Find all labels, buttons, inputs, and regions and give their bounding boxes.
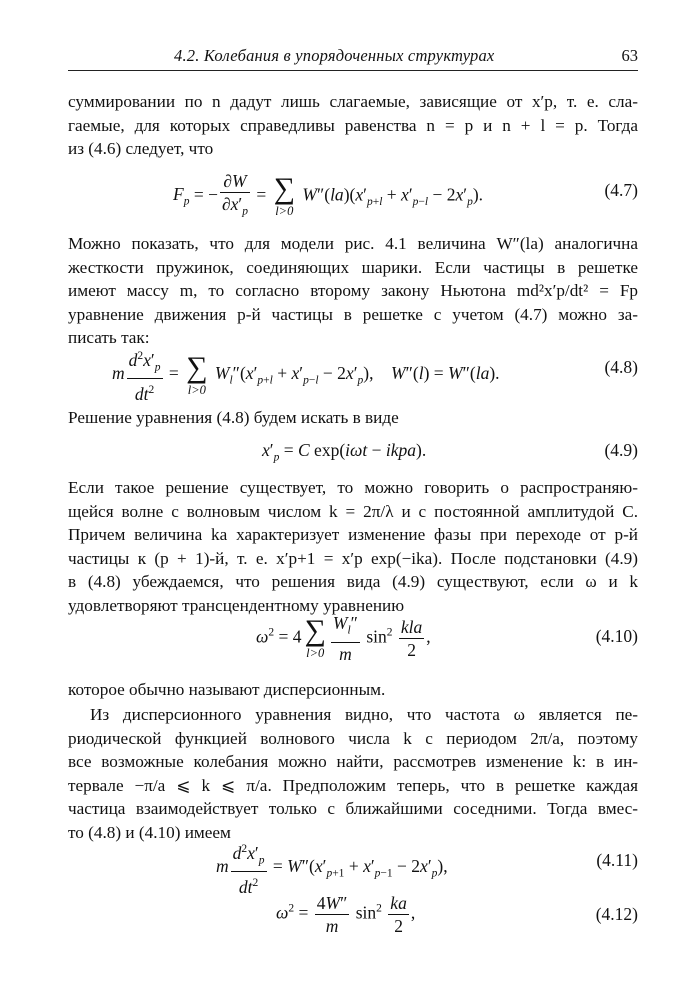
text-line: писать так: [68,328,150,348]
equation-number: (4.12) [595,904,638,924]
page-number: 63 [621,46,638,65]
equation-4-10: $\omega^2 = 4$ ∑ l>0 $\frac{W_l''}{m}$ $\sin^2$ $\frac{\text{kla}}{2}$ , (4.10) [256,613,638,664]
text-line: Причем величина ka характеризует изменение фазы при переходе от p-й [68,525,638,545]
text-line: гаемые, для которых справедливы равенства n = p и n + l = p. Тогда [68,115,638,135]
paragraph-5 [68,678,638,702]
text-line: суммировании по n дадут лишь слагаемые, зависящие от x′p, т. е. сла- [68,92,638,111]
equation-number: (4.9) [604,440,638,460]
paragraph-2 [68,232,638,350]
equation-4-11: m $\frac{d^2x'_p}{dt^2}$ = $W''(x'_{p+1} + x'_{p-1} - 2x'_p)$, (4.11) [68,838,638,888]
text-line: жесткости пружинок, соединяющих шарики. Если частицы в решетке [68,257,638,277]
text-line: удовлетворяют трансцендентному уравнению [68,595,405,615]
text-line: Если такое решение существует, то можно говорить о распространяю- [68,478,638,497]
text-line: уравнение движения p-й частицы в решетке с учетом (4.7) можно за- [68,304,638,324]
equation-4-7: $F_p$ = − $\frac{\partial W}{\partial x'_p}$ = ∑ l>0 $W''(la)(x'_{p+l} + x'_{p-l} - 2x'_p)$. (4.7) [173,171,638,219]
header-title: 4.2. Колебания в упорядоченных структурах [174,46,495,65]
text-line: тервале −π/a ⩽ k ⩽ π/a. Предположим теперь, что в решетке каждая [68,775,638,795]
paragraph-6 [68,703,638,845]
equation-4-9: $x'_p = C$ exp(iωt − ikpa). (4.9) [262,440,638,464]
text-line: частицы к (p + 1)-й, т. е. x′p+1 = x′p exp(−ika). После подстановки (4.9) [68,548,638,568]
text-line: Можно показать, что для модели рис. 4.1 величина W″(la) аналогична [68,234,638,253]
text-line: все возможные колебания можно найти, рассмотрев изменение k: в ин- [68,752,638,772]
paragraph-3 [68,406,638,430]
header-rule [68,70,638,71]
text-line: то (4.8) и (4.10) имеем [68,822,231,842]
equation-number: (4.10) [595,626,638,646]
text-line: из (4.6) следует, что [68,139,214,159]
equation-4-12: $\omega^2$ = $\frac{4W''}{m}$ $\sin^2$ $\frac{ka}{2}$ , (4.12) [276,893,638,936]
text-line: Решение уравнения (4.8) будем искать в виде [68,408,399,427]
equation-4-8: m $\frac{d^2x'_p}{dt^2}$ = ∑ l>0 $W_l''(x'_{p+l} + x'_{p-l} - 2x'_p)$, W″(l) = W″(la). (4.8) [68,345,638,397]
running-header [68,40,638,64]
text-line: риодической функцией волнового числа k с периодом 2π/a, поэтому [68,728,638,748]
equation-number: (4.8) [604,357,638,377]
text-line: Из дисперсионного уравнения видно, что частота ω является пе- [90,705,638,724]
text-line: частица взаимодействует только с ближайшими соседними. Тогда вмес- [68,799,638,819]
text-line: в (4.8) убеждаемся, что решения вида (4.9) существуют, если ω и k [68,572,638,592]
text-line: щейся волне с волновым числом k = 2π/λ и с постоянной амплитудой C. [68,501,638,521]
equation-number: (4.7) [604,180,638,200]
equation-number: (4.11) [596,850,638,870]
text-line: имеют массу m, то согласно второму закону Ньютона md²x′p/dt² = Fp [68,281,638,301]
paragraph-1 [68,90,638,161]
text-line: которое обычно называют дисперсионным. [68,680,386,699]
paragraph-4 [68,476,638,618]
